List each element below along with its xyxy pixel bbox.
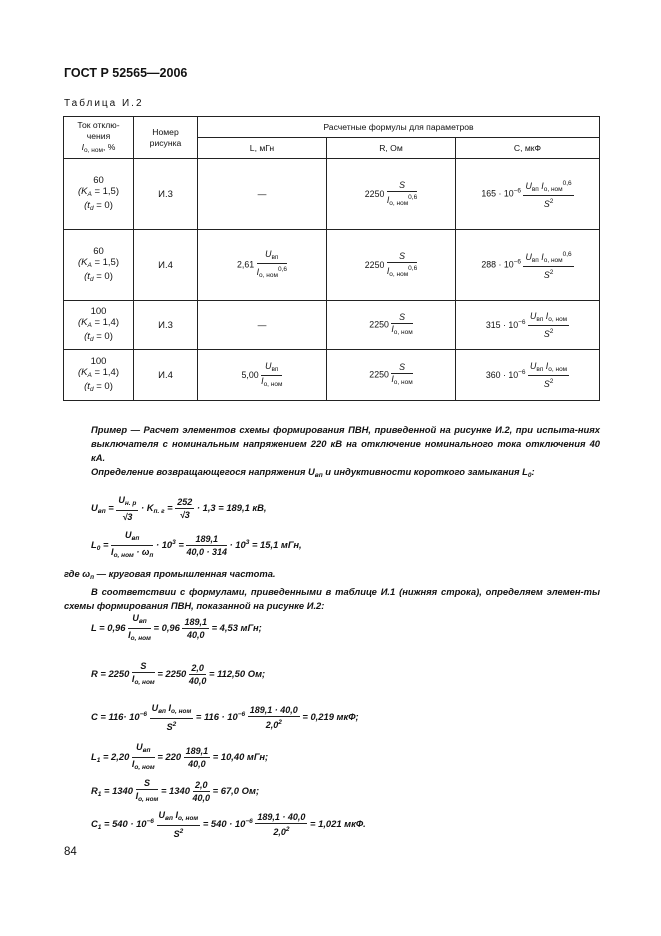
header-formulas: Расчетные формулы для параметров [198,117,600,138]
cell-R: 2250 $\frac{S}{I_{о, ном}^{0,6}}$ [327,230,456,301]
example-text: Пример — Расчет элементов схемы формирования ПВН, приведенной на рисунке И.2, при испыта-ниях выключателя с номинальным напряжением 220 кВ на отключение номинального тока отключения 40 кА. [91,424,600,463]
cell-C: $288 \cdot 10^{-6}$ $\frac{U_{вп} I_{о, ном}^{0,6}}{S^2}$ [456,230,600,301]
accordance-paragraph [64,567,600,613]
cell-L: 2,61 $\frac{U_{вп}}{I_{о, ном}^{0,6}}$ [198,230,327,301]
equation-u-vp: $U_{вп}$ = $\frac{U_{н. р}}{√3}$ · $K_{п. г}$ = $\frac{252}{√3}$ · 1,3 = 189,1 кВ, [91,495,267,522]
cell-R: 2250 $\frac{S}{I_{о, ном}}$ [327,301,456,350]
header-L: L, мГн [198,138,327,159]
equation-C: $C = 116\cdot 10^{-6}$ $\frac{U_{вп} I_{о, ном}}{S^2}$ = $116 \cdot 10^{-6}$ $\frac{189,1 \cdot 40,0}{2,0^2}$ = 0,219 мкФ; [91,703,359,732]
cell-L: — [198,159,327,230]
equation-R: R = 2250 $\frac{S}{I_{о, ном}}$ = 2250 $\frac{2,0}{40,0}$ = 112,50 Ом; [91,661,266,686]
header-R: R, Ом [327,138,456,159]
table-row [64,230,600,301]
cell-figure: И.4 [134,350,198,401]
cell-R: 2250 $\frac{S}{I_{о, ном}}$ [327,350,456,401]
table-row [64,301,600,350]
formula-table [63,116,600,401]
where-line: где $\omega_п$ — круговая промышленная частота. [64,568,276,581]
equation-C1: $C_1 = 540 \cdot 10^{-6}$ $\frac{U_{вп} I_{о, ном}}{S^2}$ = $540 \cdot 10^{-6}$ $\frac{189,1 \cdot 40,0}{2,0^2}$ = 1,021 мкФ. [91,810,366,839]
cell-current: 60 $(K_A = 1,5)$ $(t_d = 0)$ [64,159,134,230]
cell-C: $360 \cdot 10^{-6}$ $\frac{U_{вп} I_{о, ном}}{S^2}$ [456,350,600,401]
cell-current: 100 $(K_A = 1,4)$ $(t_d = 0)$ [64,301,134,350]
equation-l0: $L_0$ = $\frac{U_{вп}}{I_{о, ном} \cdot \omega_п}$ · $10^3$ = $\frac{189,1}{40,0 \cdot 314}$ · $10^3 = 15,1$ мГн, [91,530,302,559]
equation-R1: $R_1 = 1340$ $\frac{S}{I_{о, ном}}$ = 1340 $\frac{2,0}{40,0}$ = 67,0 Ом; [91,778,260,803]
cell-figure: И.3 [134,159,198,230]
cell-figure: И.4 [134,230,198,301]
table-caption: Таблица И.2 [64,98,144,109]
cell-figure: И.3 [134,301,198,350]
cell-R: 2250 $\frac{S}{I_{о, ном}^{0,6}}$ [327,159,456,230]
cell-current: 60 $(K_A = 1,5)$ $(t_d = 0)$ [64,230,134,301]
definition-line: Определение возвращающегося напряжения $U_{вп}$ и индуктивности короткого замыкания $L_0$: [91,466,535,479]
header-current: Ток отклю- чения $I_{о, ном}$, % [64,117,134,159]
equation-L1: $L_1 = 2,20$ $\frac{U_{вп}}{I_{о, ном}}$ = 220 $\frac{189,1}{40,0}$ = 10,40 мГн; [91,742,269,771]
document-header: ГОСТ Р 52565—2006 [64,66,188,80]
example-paragraph [64,423,600,483]
table-row [64,159,600,230]
cell-L: — [198,301,327,350]
accordance-text: В соответствии с формулами, приведенными в таблице И.1 (нижняя строка), определяем элемен-ты схемы формирования ПВН, показанной на рисунке И.2: [64,586,600,611]
cell-current: 100 $(K_A = 1,4)$ $(t_d = 0)$ [64,350,134,401]
page-number: 84 [64,846,77,858]
table-row [64,350,600,401]
header-C: C, мкФ [456,138,600,159]
cell-C: $165 \cdot 10^{-6}$ $\frac{U_{вп} I_{о, ном}^{0,6}}{S^2}$ [456,159,600,230]
cell-C: $315 \cdot 10^{-6}$ $\frac{U_{вп} I_{о, ном}}{S^2}$ [456,301,600,350]
header-figure: Номер рисунка [134,117,198,159]
equation-L: L = 0,96 $\frac{U_{вп}}{I_{о, ном}}$ = 0,96 $\frac{189,1}{40,0}$ = 4,53 мГн; [91,613,262,642]
cell-L: 5,00 $\frac{U_{вп}}{I_{о, ном}}$ [198,350,327,401]
